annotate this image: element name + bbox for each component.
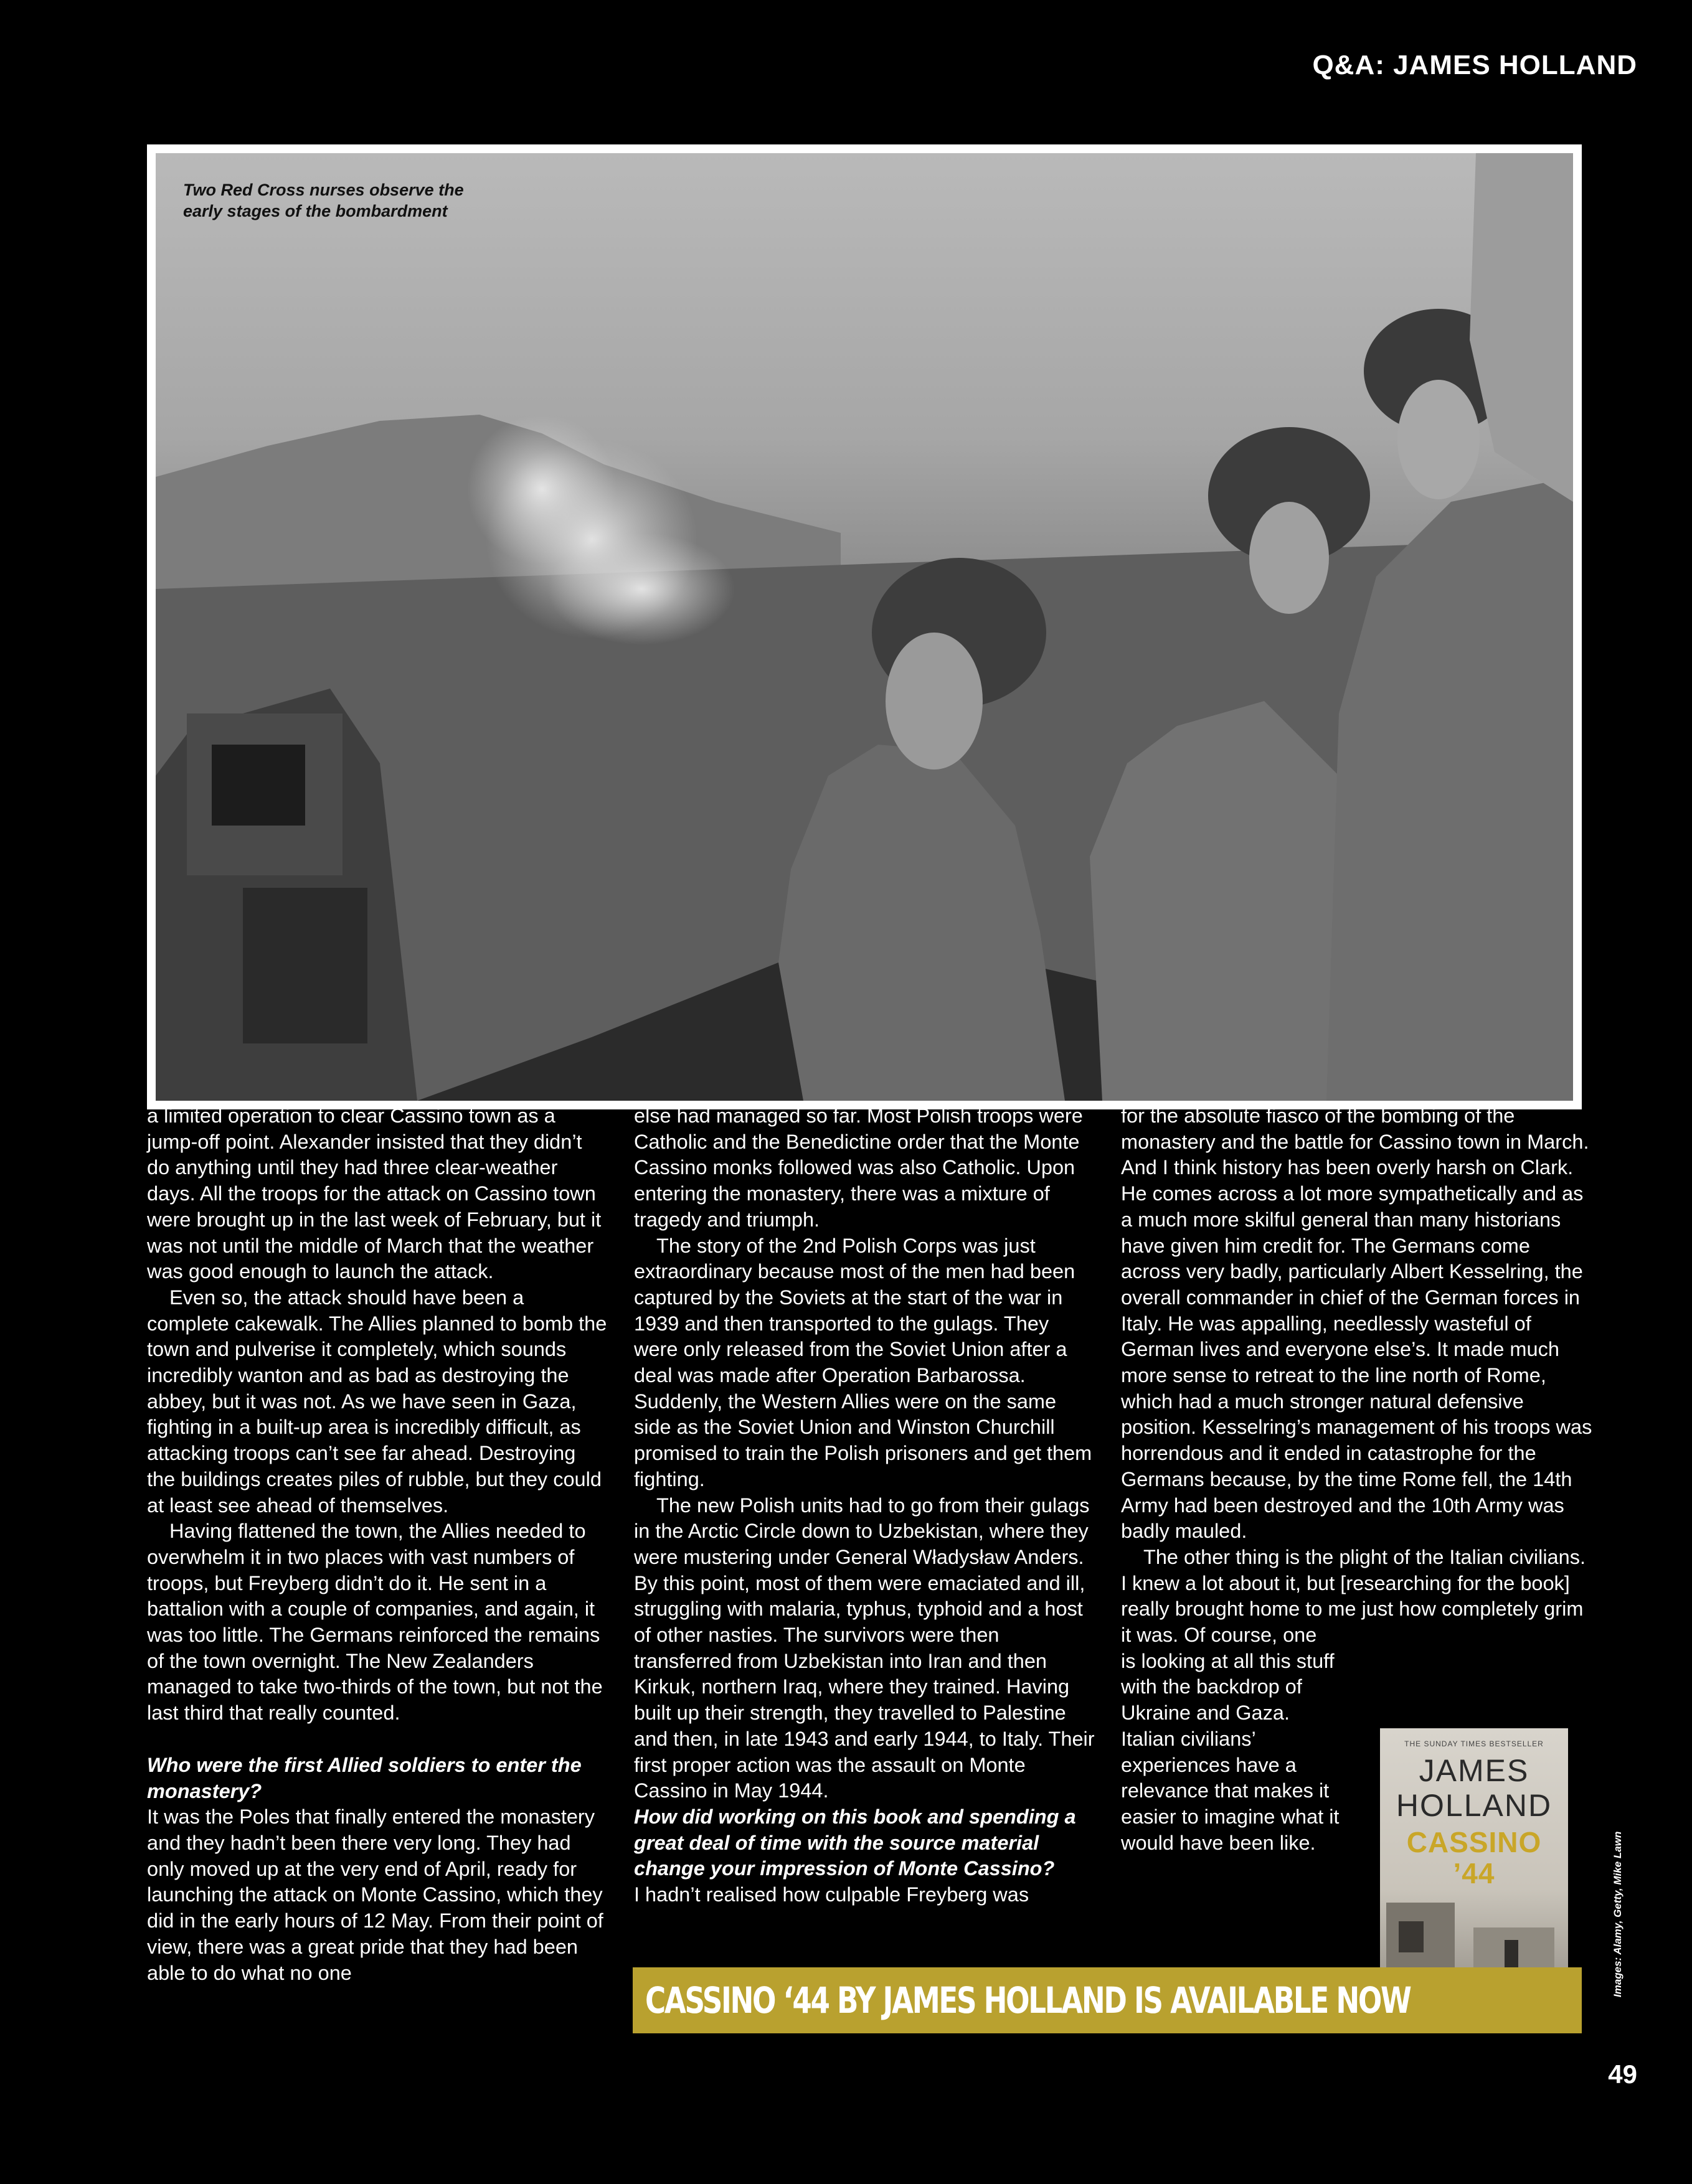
column-2	[634, 1103, 1096, 1908]
caption-line: Two Red Cross nurses observe the	[183, 181, 464, 199]
image-credit: Images: Alamy, Getty, Mike Lawn	[1612, 1831, 1623, 1997]
paragraph: It was the Poles that finally entered the monastery and they hadn’t been there very long. They had only moved up at the very end of April, ready for launching the attack on Monte Cassino, which they did in the early hours of 12 May. From their point of view, there was a great pride that they had been able to do what no one	[147, 1805, 603, 1984]
paragraph: The other thing is the plight of the Italian civilians. I knew a lot about it, but [researching for the book] really brought home to me just how completely grim it was. Of course, one	[1121, 1545, 1586, 1647]
paragraph: for the absolute fiasco of the bombing of the monastery and the battle for Cassino town in March. And I think history has been overly harsh on Clark. He comes across a lot more sympathetically and as a much more skilful general than many historians have given him credit for. The Germans come across very badly, particularly Albert Kesselring, the overall commander in chief of the German forces in Italy. He was appalling, needlessly wasteful of German lives and everyone else’s. It made much more sense to retreat to the line north of Rome, which had a much stronger natural defensive position. Kesselring’s management of his troops was horrendous and it ended in catastrophe for the Germans because, by the time Rome fell, the 14th Army had been destroyed and the 10th Army was badly mauled.	[1121, 1104, 1592, 1543]
page-number: 49	[1608, 2059, 1637, 2089]
interview-question: Who were the first Allied soldiers to enter the monastery?	[147, 1753, 582, 1802]
paragraph: Even so, the attack should have been a complete cakewalk. The Allies planned to bomb the town and pulverise it completely, which sounds incredibly wanton and as bad as destroying the abbey, but it was not. As we have seen in Gaza, fighting in a built-up area is incredibly difficult, as attacking troops can’t see far ahead. Destroying the buildings creates piles of rubble, but they could at least see ahead of themselves.	[147, 1286, 607, 1517]
paragraph: a limited operation to clear Cassino town as a jump-off point. Alexander insisted that they didn’t do anything until they had three clear-weather days. All the troops for the attack on Cassino town were brought up in the last week of February, but it was not until the middle of March that the weather was good enough to launch the attack.	[147, 1104, 602, 1283]
book-title-word: CASSINO	[1406, 1826, 1542, 1858]
book-title	[1380, 1827, 1568, 1889]
spacer	[147, 1726, 609, 1753]
banner-text: CASSINO ‘44 BY JAMES HOLLAND IS AVAILABLE NOW	[645, 1979, 1411, 2022]
photo-illustration	[156, 153, 1573, 1101]
author-first-name: JAMES	[1419, 1753, 1529, 1788]
photo-caption	[183, 179, 507, 222]
availability-banner	[633, 1967, 1582, 2033]
column-1	[147, 1103, 609, 1986]
paragraph: is looking at all this stuff with the backdrop of Ukraine and Gaza. Italian civilians’ experiences have a relevance that makes it easier to imagine what it would have been like.	[1121, 1649, 1340, 1854]
paragraph: The new Polish units had to go from their gulags in the Arctic Circle down to Uzbekistan, where they were mustering under General Władysław Anders. By this point, most of them were emaciated and ill, struggling with malaria, typhus, typhoid and a host of other nasties. The survivors were then transferred from Uzbekistan into Iran and then Kirkuk, northern Iraq, where they trained. Having built up their strength, they travelled to Palestine and then, in late 1943 and early 1944, to Italy. Their first proper action was the assault on Monte Cassino in May 1944.	[634, 1494, 1095, 1802]
caption-line: early stages of the bombardment	[183, 202, 448, 220]
photo-frame	[147, 144, 1582, 1109]
paragraph: Having flattened the town, the Allies needed to overwhelm it in two places with vast numbers of troops, but Freyberg didn’t do it. He sent in a battalion with a couple of companies, and again, it was too little. The Germans reinforced the remains of the town overnight. The New Zealanders managed to take two-thirds of the town, but not the last third that really counted.	[147, 1520, 603, 1725]
section-title: Q&A: JAMES HOLLAND	[1312, 50, 1637, 80]
author-last-name: HOLLAND	[1396, 1788, 1553, 1823]
book-tagline: THE SUNDAY TIMES BESTSELLER	[1404, 1739, 1544, 1748]
book-author	[1380, 1753, 1568, 1823]
interview-question: How did working on this book and spending a great deal of time with the source material change your impression of Monte Cassino?	[634, 1805, 1076, 1880]
book-title-number: ’44	[1453, 1857, 1495, 1890]
war-photo	[156, 153, 1573, 1101]
paragraph: The story of the 2nd Polish Corps was just extraordinary because most of the men had been captured by the Soviets at the start of the war in 1939 and then transported to the gulags. They were only released from the Soviet Union after a deal was made after Operation Barbarossa. Suddenly, the Western Allies were on the same side as the Soviet Union and Winston Churchill promised to train the Polish prisoners and get them fighting.	[634, 1234, 1092, 1490]
paragraph: I hadn’t realised how culpable Freyberg was	[634, 1883, 1029, 1906]
article-body	[147, 1103, 1592, 2037]
paragraph: else had managed so far. Most Polish troops were Catholic and the Benedictine order that the Monte Cassino monks followed was also Catholic. Upon entering the monastery, there was a mixture of tragedy and triumph.	[634, 1104, 1083, 1231]
